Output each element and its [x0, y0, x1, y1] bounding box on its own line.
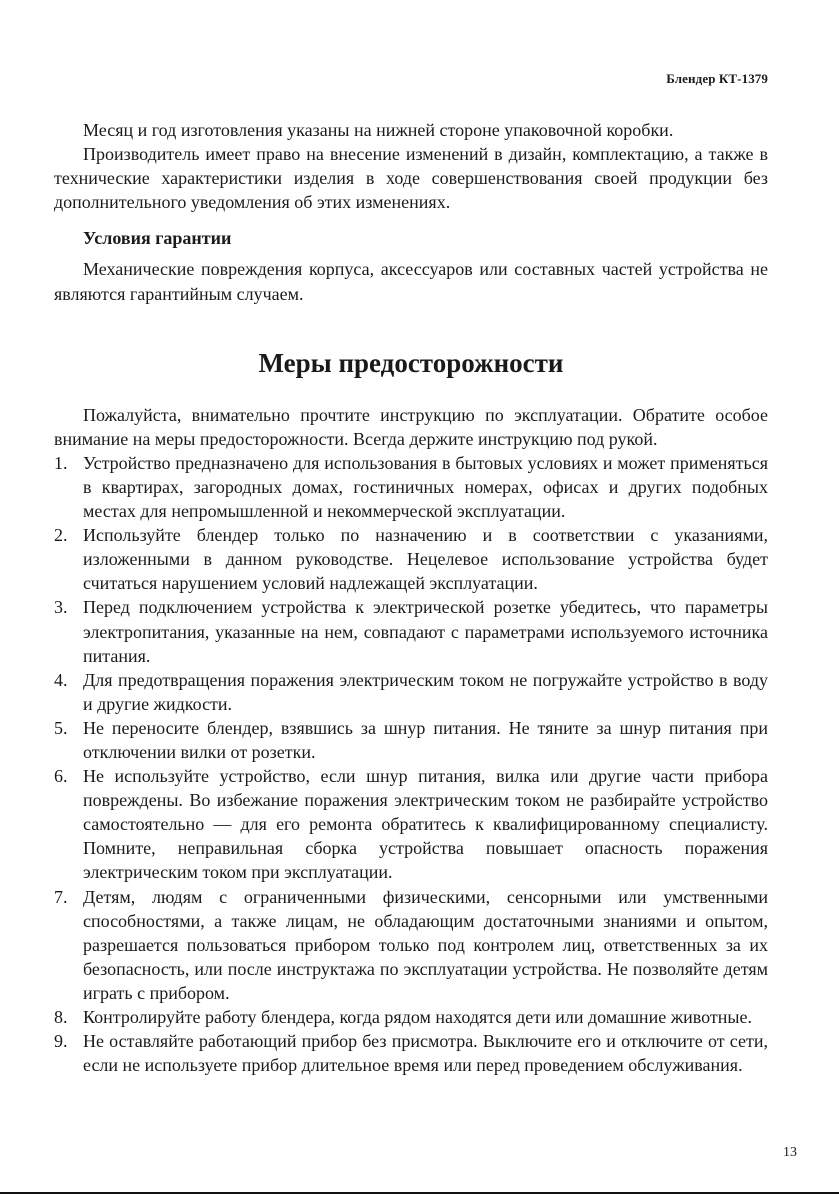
list-item: [54, 716, 768, 764]
precautions-title: Меры предосторожности: [258, 347, 564, 378]
list-item-number: 8.: [54, 1007, 68, 1027]
list-item-text: Контролируйте работу блендера, когда рядом находятся дети или домашние животные.: [83, 1007, 752, 1027]
list-item-number: 3.: [54, 597, 68, 618]
list-item-number: 6.: [54, 766, 68, 787]
warranty-paragraph: Механические повреждения корпуса, аксессуаров или составных частей устройства не являются гарантийным случаем.: [54, 259, 768, 304]
list-item-text: Не переносите блендер, взявшись за шнур питания. Не тяните за шнур питания при отключении вилки от розетки.: [83, 717, 768, 762]
list-item-text: Используйте блендер только по назначению и в соответствии с указаниями, изложенными в данном руководстве. Нецелевое использование устройства будет считаться нарушением условий надлежащей эксплуатации.: [83, 525, 768, 594]
manufacture-date-paragraph: Месяц и год изготовления указаны на нижней стороне упаковочной коробки.: [83, 120, 674, 140]
list-item: [54, 764, 768, 884]
list-item: [54, 668, 768, 716]
list-item-text: Не используйте устройство, если шнур питания, вилка или другие части прибора повреждены. Во избежание поражения электрическим током не разбирайте устройство самостоятельно — для его ремонта обратитесь к квалифицированному специалисту. Помните, неправильная сборка устройства повышает опасность поражения электрическим током при эксплуатации.: [83, 766, 768, 883]
list-item-number: 5.: [54, 717, 68, 738]
list-item-text: Детям, людям с ограниченными физическими, сенсорными или умственными способностями, а также лицам, не обладающим достаточными знаниями и опытом, разрешается пользоваться прибором только под контролем лиц, ответственных за их безопасность, или после инструктажа по эксплуатации устройства. Не позволяйте детям играть с прибором.: [83, 886, 768, 1003]
manufacturer-rights-paragraph: Производитель имеет право на внесение изменений в дизайн, комплектацию, а также в технические характеристики изделия в ходе совершенствования своей продукции без дополнительного уведомления об этих изменениях.: [54, 144, 768, 213]
list-item: [54, 451, 768, 523]
list-item-number: 2.: [54, 525, 68, 546]
list-item-text: Перед подключением устройства к электрической розетке убедитесь, что параметры электропитания, указанные на нем, совпадают с параметрами используемого источника питания.: [83, 597, 768, 666]
page-body: [54, 118, 768, 1077]
list-item-text: Устройство предназначено для использования в бытовых условиях и может применяться в квартирах, загородных домах, гостиничных номерах, офисах и других подобных местах для непромышленной и некоммерческой эксплуатации.: [83, 452, 768, 522]
list-item: [54, 1029, 768, 1077]
list-item-number: 1.: [54, 452, 68, 473]
list-item: [54, 523, 768, 595]
list-item: [54, 1005, 768, 1029]
precautions-list: [54, 451, 768, 1077]
warranty-heading: Условия гарантии: [83, 228, 232, 249]
list-item: [54, 885, 768, 1005]
precautions-intro: Пожалуйста, внимательно прочтите инструкцию по эксплуатации. Обратите особое внимание на меры предосторожности. Всегда держите инструкцию под рукой.: [54, 404, 768, 449]
list-item-text: Не оставляйте работающий прибор без присмотра. Выключите его и отключите от сети, если не используете прибор длительное время или перед проведением обслуживания.: [83, 1031, 768, 1076]
list-item: [54, 595, 768, 667]
list-item-text: Для предотвращения поражения электрическим током не погружайте устройство в воду и другие жидкости.: [83, 669, 768, 714]
list-item-number: 7.: [54, 886, 68, 907]
list-item-number: 4.: [54, 669, 68, 690]
running-header: Блендер КТ-1379: [666, 71, 768, 86]
list-item-number: 9.: [54, 1031, 68, 1052]
page-number: 13: [783, 1145, 797, 1160]
